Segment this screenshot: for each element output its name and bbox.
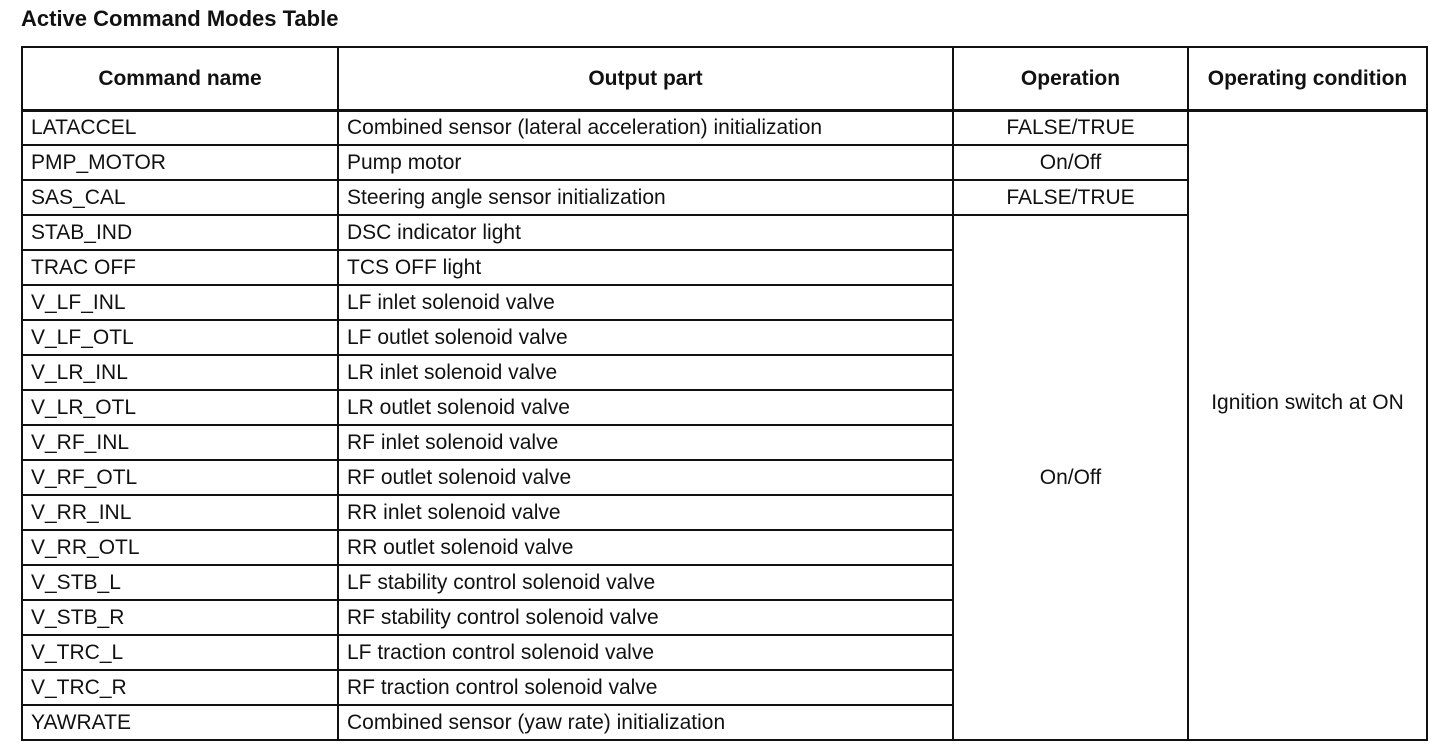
output-part-cell: LR inlet solenoid valve bbox=[338, 355, 953, 390]
command-name-cell: V_LF_OTL bbox=[22, 320, 338, 355]
output-part-cell: RF outlet solenoid valve bbox=[338, 460, 953, 495]
column-header-output-part: Output part bbox=[338, 47, 953, 110]
command-name-cell: V_RF_OTL bbox=[22, 460, 338, 495]
output-part-cell: LF traction control solenoid valve bbox=[338, 635, 953, 670]
command-name-cell: V_RR_INL bbox=[22, 495, 338, 530]
command-name-cell: SAS_CAL bbox=[22, 180, 338, 215]
output-part-cell: RF traction control solenoid valve bbox=[338, 670, 953, 705]
output-part-cell: LF inlet solenoid valve bbox=[338, 285, 953, 320]
command-name-cell: PMP_MOTOR bbox=[22, 145, 338, 180]
output-part-cell: RF inlet solenoid valve bbox=[338, 425, 953, 460]
operating-condition-cell: Ignition switch at ON bbox=[1188, 110, 1427, 740]
command-name-cell: TRAC OFF bbox=[22, 250, 338, 285]
active-command-modes-table bbox=[21, 46, 1428, 741]
output-part-cell: Combined sensor (yaw rate) initialization bbox=[338, 705, 953, 740]
command-name-cell: V_RR_OTL bbox=[22, 530, 338, 565]
output-part-cell: LF stability control solenoid valve bbox=[338, 565, 953, 600]
command-name-cell: STAB_IND bbox=[22, 215, 338, 250]
operation-cell: FALSE/TRUE bbox=[953, 110, 1188, 145]
command-name-cell: V_RF_INL bbox=[22, 425, 338, 460]
output-part-cell: LR outlet solenoid valve bbox=[338, 390, 953, 425]
command-name-cell: V_TRC_R bbox=[22, 670, 338, 705]
operation-cell: On/Off bbox=[953, 215, 1188, 740]
output-part-cell: Pump motor bbox=[338, 145, 953, 180]
page-title: Active Command Modes Table bbox=[21, 6, 339, 31]
command-name-cell: V_STB_L bbox=[22, 565, 338, 600]
output-part-cell: RF stability control solenoid valve bbox=[338, 600, 953, 635]
output-part-cell: RR outlet solenoid valve bbox=[338, 530, 953, 565]
column-header-command-name: Command name bbox=[22, 47, 338, 110]
command-name-cell: LATACCEL bbox=[22, 110, 338, 145]
column-header-operation: Operation bbox=[953, 47, 1188, 110]
table-header-row bbox=[22, 47, 1427, 110]
command-name-cell: V_LR_OTL bbox=[22, 390, 338, 425]
column-header-operating-condition: Operating condition bbox=[1188, 47, 1427, 110]
output-part-cell: RR inlet solenoid valve bbox=[338, 495, 953, 530]
table-row bbox=[22, 110, 1427, 145]
output-part-cell: LF outlet solenoid valve bbox=[338, 320, 953, 355]
command-name-cell: V_LF_INL bbox=[22, 285, 338, 320]
command-name-cell: YAWRATE bbox=[22, 705, 338, 740]
output-part-cell: Steering angle sensor initialization bbox=[338, 180, 953, 215]
output-part-cell: DSC indicator light bbox=[338, 215, 953, 250]
command-name-cell: V_STB_R bbox=[22, 600, 338, 635]
command-name-cell: V_TRC_L bbox=[22, 635, 338, 670]
command-name-cell: V_LR_INL bbox=[22, 355, 338, 390]
output-part-cell: Combined sensor (lateral acceleration) initialization bbox=[338, 110, 953, 145]
operation-cell: On/Off bbox=[953, 145, 1188, 180]
operation-cell: FALSE/TRUE bbox=[953, 180, 1188, 215]
output-part-cell: TCS OFF light bbox=[338, 250, 953, 285]
